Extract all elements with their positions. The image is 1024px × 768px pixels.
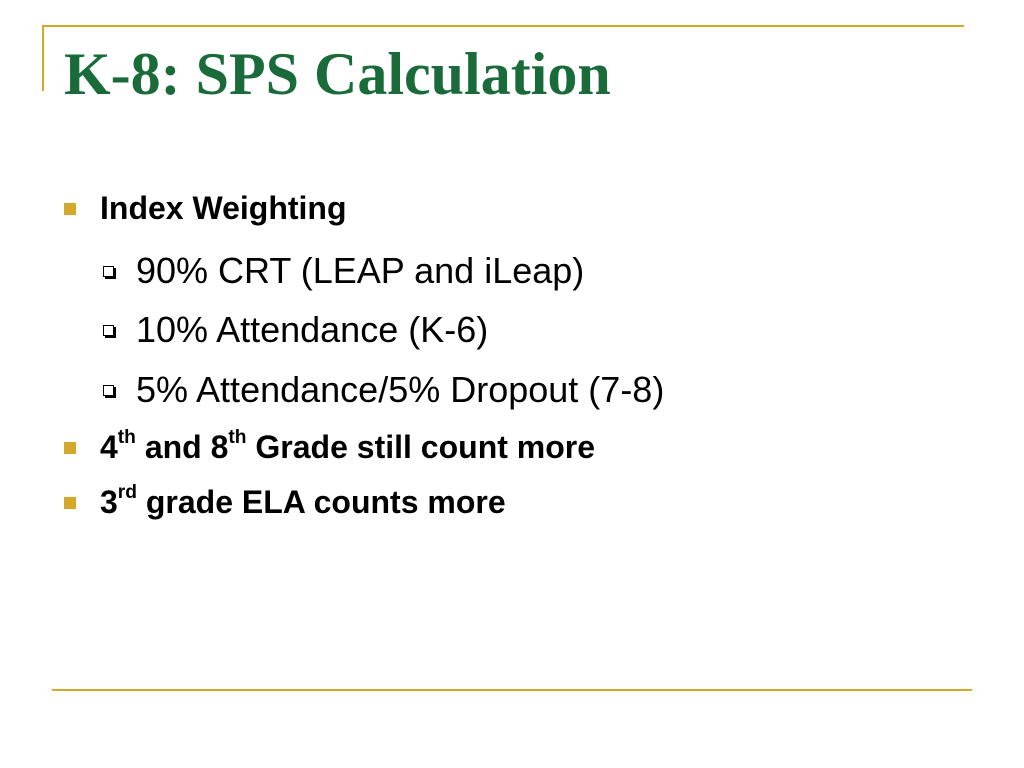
bullet-text: 3rd grade ELA counts more <box>100 482 506 520</box>
sub-bullet-text: 5% Attendance/5% Dropout (7-8) <box>136 369 665 410</box>
bullet-text: Index Weighting <box>100 190 347 226</box>
square-bullet-icon <box>64 442 76 454</box>
bottom-border-line <box>52 689 972 691</box>
left-border-line <box>42 25 44 91</box>
sub-bullet-text: 10% Attendance (K-6) <box>136 309 489 350</box>
bullet-grade-3-ela <box>64 484 506 521</box>
hollow-square-bullet-icon <box>103 385 114 396</box>
hollow-square-bullet-icon <box>103 325 114 336</box>
slide-title: K-8: SPS Calculation <box>64 41 611 107</box>
sub-bullet-attendance-dropout <box>103 369 664 411</box>
hollow-square-bullet-icon <box>103 266 114 277</box>
top-border-line <box>42 25 964 27</box>
sub-bullet-crt <box>103 250 584 292</box>
square-bullet-icon <box>64 497 76 509</box>
bullet-index-weighting <box>64 190 347 227</box>
sub-bullet-text: 90% CRT (LEAP and iLeap) <box>136 250 585 291</box>
square-bullet-icon <box>64 203 76 215</box>
sub-bullet-attendance-k6 <box>103 309 488 351</box>
bullet-text: 4th and 8th Grade still count more <box>100 427 596 465</box>
bullet-grades-4-8 <box>64 429 595 466</box>
